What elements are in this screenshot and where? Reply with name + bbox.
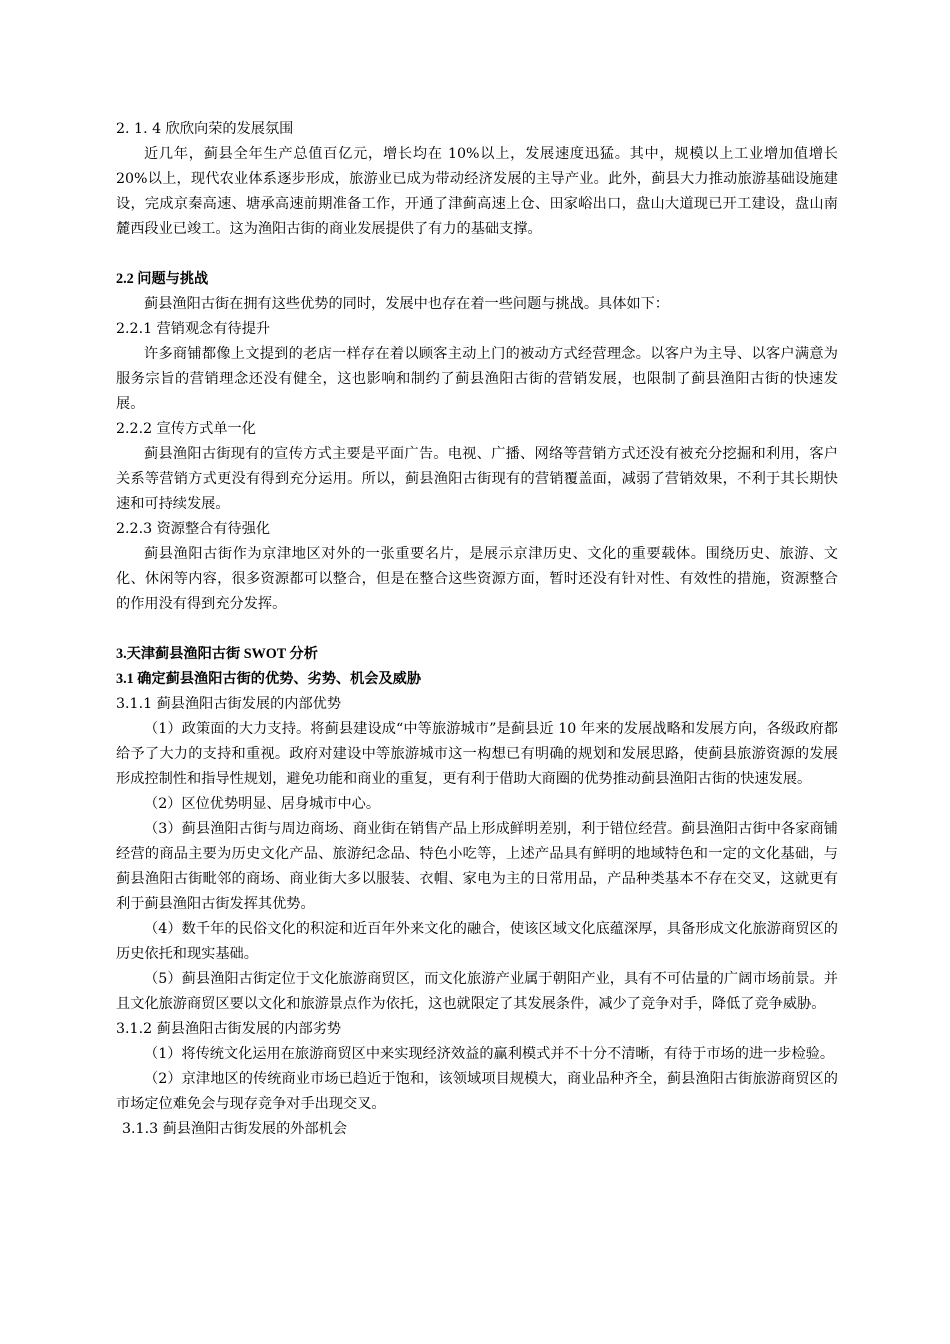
paragraph: 许多商铺都像上文提到的老店一样存在着以顾客主动上门的被动方式经营理念。以客户为主导、以客户满意为服务宗旨的营销理念还没有健全，这也影响和制约了蓟县渔阳古街的营销发展，也限制了蓟县渔阳古街的快速发展。 xyxy=(116,346,838,412)
heading-3: 3.天津蓟县渔阳古街 SWOT 分析 xyxy=(116,646,318,662)
paragraph: （4）数千年的民俗文化的积淀和近百年外来文化的融合，使该区域文化底蕴深厚，具备形成文化旅游商贸区的历史依托和现实基础。 xyxy=(116,921,838,962)
paragraph: （5）蓟县渔阳古街定位于文化旅游商贸区，而文化旅游产业属于朝阳产业，具有不可估量的广阔市场前景。并且文化旅游商贸区要以文化和旅游景点作为依托，这也就限定了其发展条件，减少了竞争对手，降低了竞争威胁。 xyxy=(116,971,838,1012)
heading-2-2: 2.2 问题与挑战 xyxy=(116,271,209,287)
paragraph: （1）将传统文化运用在旅游商贸区中来实现经济效益的赢利模式并不十分不清晰，有待于市场的进一步检验。 xyxy=(144,1046,835,1062)
heading-3-1-3: 3.1.3 蓟县渔阳古街发展的外部机会 xyxy=(122,1121,348,1137)
paragraph: 近几年，蓟县全年生产总值百亿元，增长均在 10%以上，发展速度迅猛。其中，规模以上工业增加值增长 20%以上，现代农业体系逐步形成，旅游业已成为带动经济发展的主导产业。此外，蓟县大力推动旅游基础设施建设，完成京秦高速、塘承高速前期准备工作，开通了津蓟高速上仓、田家峪出口，盘山大道现已开工建设，盘山南麓西段业已竣工。这为渔阳古街的商业发展提供了有力的基础支撑。 xyxy=(116,146,838,237)
document-page xyxy=(116,117,838,1142)
paragraph: （2）京津地区的传统商业市场已趋近于饱和，该领域项目规模大，商业品种齐全，蓟县渔阳古街旅游商贸区的市场定位难免会与现存竞争对手出现交叉。 xyxy=(116,1071,838,1112)
spacer xyxy=(116,242,838,267)
paragraph: （2）区位优势明显、居身城市中心。 xyxy=(144,796,381,812)
paragraph: （3）蓟县渔阳古街与周边商场、商业街在销售产品上形成鲜明差别，利于错位经营。蓟县渔阳古街中各家商铺经营的商品主要为历史文化产品、旅游纪念品、特色小吃等，上述产品具有鲜明的地域特色和一定的文化基础，与蓟县渔阳古街毗邻的商场、商业街大多以服装、衣帽、家电为主的日常用品，产品种类基本不存在交叉，这就更有利于蓟县渔阳古街发挥其优势。 xyxy=(116,821,838,912)
heading-2-1-4: 2. 1. 4 欣欣向荣的发展氛围 xyxy=(116,121,294,137)
heading-3-1-2: 3.1.2 蓟县渔阳古街发展的内部劣势 xyxy=(116,1021,342,1037)
heading-2-2-3: 2.2.3 资源整合有待强化 xyxy=(116,521,271,537)
heading-2-2-2: 2.2.2 宣传方式单一化 xyxy=(116,421,256,437)
paragraph: 蓟县渔阳古街作为京津地区对外的一张重要名片，是展示京津历史、文化的重要载体。围绕历史、旅游、文化、休闲等内容，很多资源都可以整合，但是在整合这些资源方面，暂时还没有针对性、有效性的措施，资源整合的作用没有得到充分发挥。 xyxy=(116,546,838,612)
paragraph: 蓟县渔阳古街现有的宣传方式主要是平面广告。电视、广播、网络等营销方式还没有被充分挖掘和利用，客户关系等营销方式更没有得到充分运用。所以，蓟县渔阳古街现有的营销覆盖面，减弱了营销效果，不利于其长期快速和可持续发展。 xyxy=(116,446,838,512)
heading-2-2-1: 2.2.1 营销观念有待提升 xyxy=(116,321,271,337)
paragraph: 蓟县渔阳古街在拥有这些优势的同时，发展中也存在着一些问题与挑战。具体如下： xyxy=(144,296,669,312)
heading-3-1: 3.1 确定蓟县渔阳古街的优势、劣势、机会及威胁 xyxy=(116,671,422,687)
spacer xyxy=(116,617,838,642)
paragraph: （1）政策面的大力支持。将蓟县建设成“中等旅游城市”是蓟县近 10 年来的发展战略和发展方向，各级政府都给予了大力的支持和重视。政府对建设中等旅游城市这一构想已有明确的规划和发展思路，使蓟县旅游资源的发展形成控制性和指导性规划，避免功能和商业的重复，更有利于借助大商圈的优势推动蓟县渔阳古街的快速发展。 xyxy=(116,721,838,787)
heading-3-1-1: 3.1.1 蓟县渔阳古街发展的内部优势 xyxy=(116,696,342,712)
